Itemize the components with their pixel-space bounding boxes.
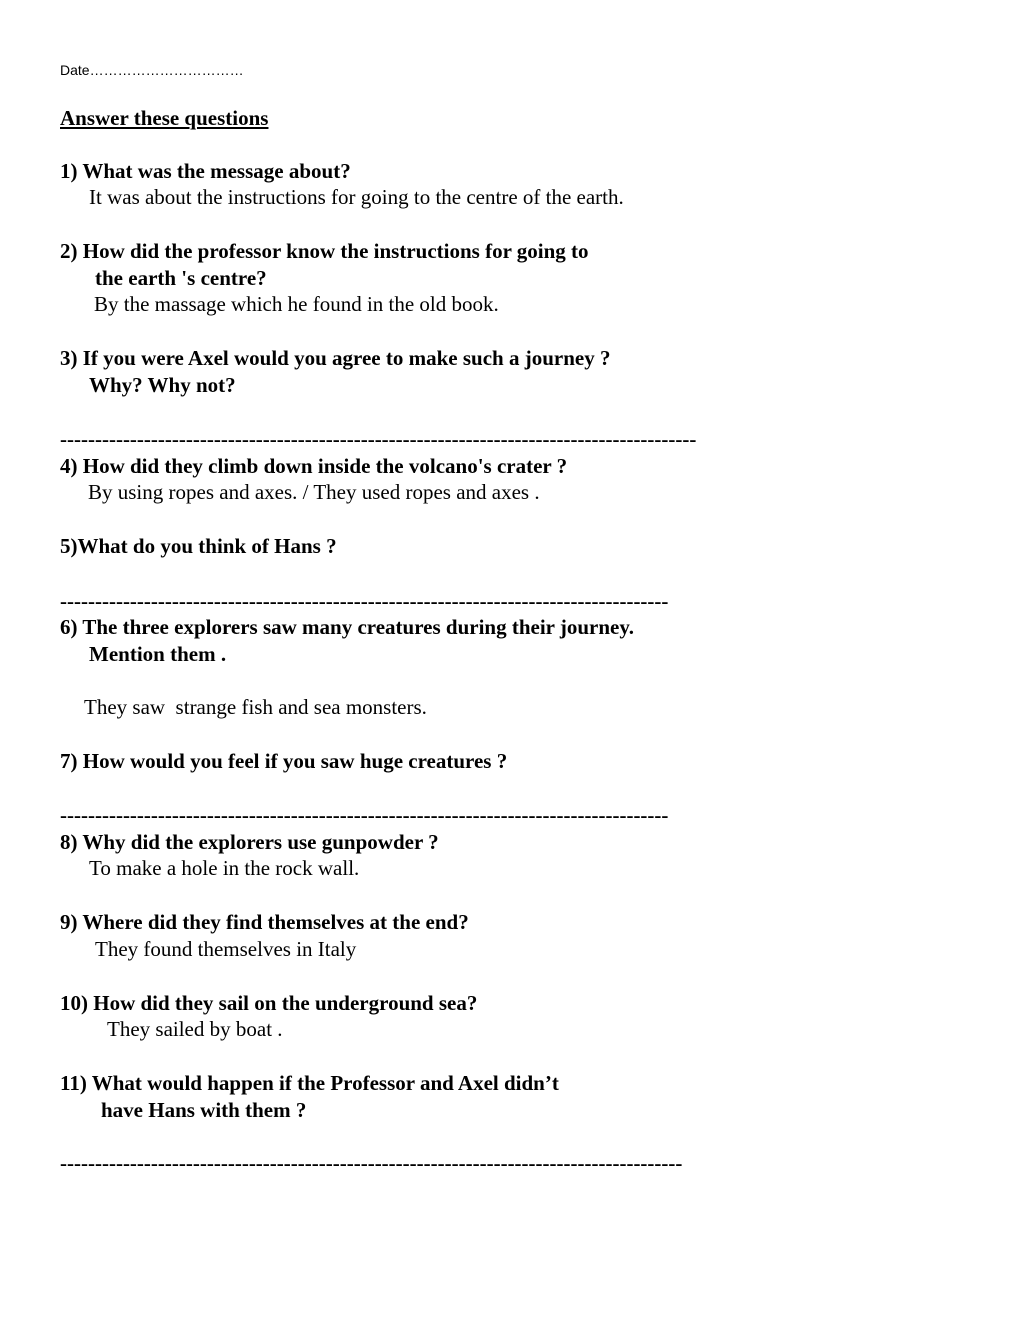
answer-line-7[interactable]: --------------------------------------------------------------------------------------- <box>60 803 669 827</box>
question-3-line-1: 3) If you were Axel would you agree to make such a journey ? <box>60 346 611 370</box>
question-6-line-1: 6) The three explorers saw many creatures during their journey. <box>60 615 634 639</box>
date-field: Date…………………………… <box>60 62 244 78</box>
worksheet-heading: Answer these questions <box>60 106 269 130</box>
answer-9: They found themselves in Italy <box>95 937 357 961</box>
question-9: 9) Where did they find themselves at the end? <box>60 910 469 934</box>
question-7: 7) How would you feel if you saw huge creatures ? <box>60 749 508 773</box>
question-4: 4) How did they climb down inside the volcano's crater ? <box>60 454 568 478</box>
question-6-line-2: Mention them . <box>89 642 227 666</box>
answer-4: By using ropes and axes. / They used ropes and axes . <box>88 480 540 504</box>
question-11-line-2: have Hans with them ? <box>101 1098 307 1122</box>
question-3-line-2: Why? Why not? <box>89 373 236 397</box>
question-5: 5)What do you think of Hans ? <box>60 534 337 558</box>
question-11-line-1: 11) What would happen if the Professor and Axel didn’t <box>60 1071 559 1095</box>
question-8: 8) Why did the explorers use gunpowder ? <box>60 830 439 854</box>
question-2-line-2: the earth 's centre? <box>95 266 267 290</box>
question-1: 1) What was the message about? <box>60 159 351 183</box>
answer-line-11[interactable]: ----------------------------------------------------------------------------------------- <box>60 1151 683 1175</box>
question-10: 10) How did they sail on the underground sea? <box>60 991 478 1015</box>
answer-8: To make a hole in the rock wall. <box>89 856 360 880</box>
answer-1: It was about the instructions for going to the centre of the earth. <box>89 185 624 209</box>
question-2-line-1: 2) How did the professor know the instructions for going to <box>60 239 589 263</box>
answer-6: They saw strange fish and sea monsters. <box>84 695 427 719</box>
answer-line-3[interactable]: ------------------------------------------------------------------------------------------- <box>60 427 697 451</box>
answer-2: By the massage which he found in the old book. <box>94 292 499 316</box>
answer-line-5[interactable]: --------------------------------------------------------------------------------------- <box>60 589 669 613</box>
answer-10: They sailed by boat . <box>107 1017 283 1041</box>
